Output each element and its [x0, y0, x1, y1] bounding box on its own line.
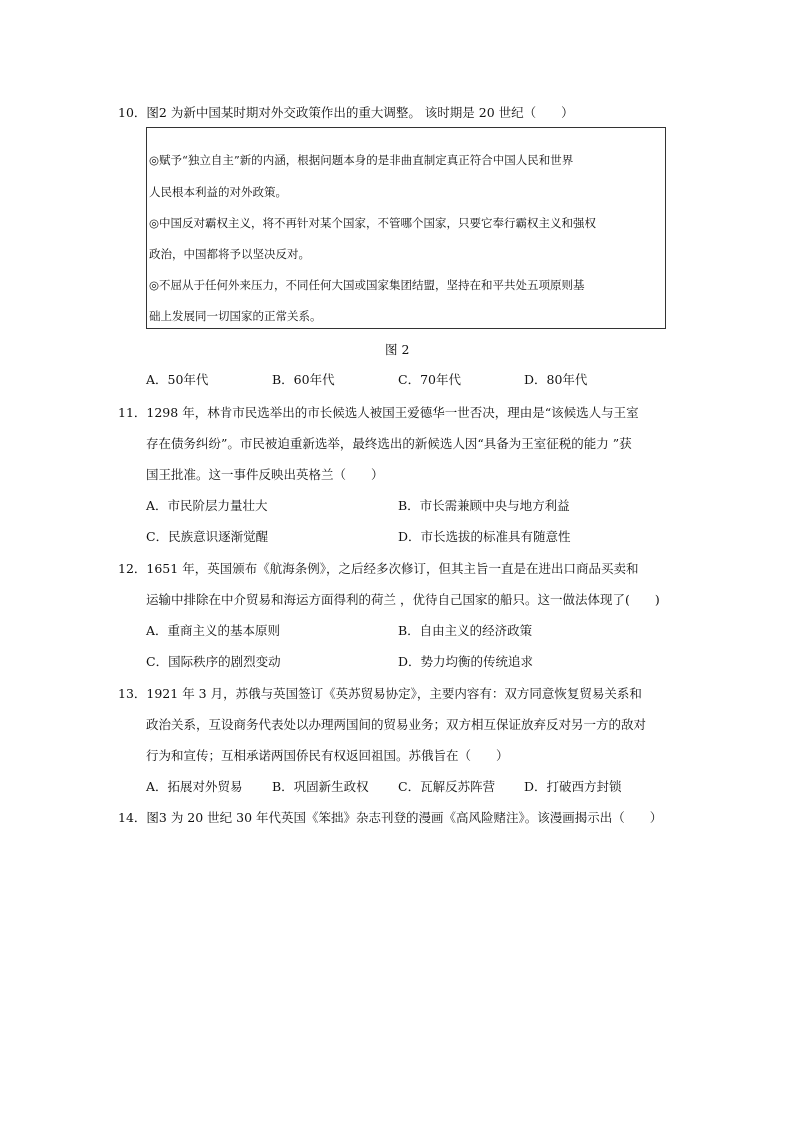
q11-option-d[interactable]: D．市长选拔的标准具有随意性 — [398, 529, 571, 544]
q11-option-c[interactable]: C．民族意识逐渐觉醒 — [146, 529, 269, 544]
q12-option-a[interactable]: A．重商主义的基本原则 — [146, 623, 281, 638]
q13-option-a[interactable]: A．拓展对外贸易 — [146, 779, 243, 794]
q10-quote-line: 人民根本利益的对外政策。 — [149, 185, 287, 199]
q12-stem-line: 运输中排除在中介贸易和海运方面得利的荷兰 ，优待自己国家的船只。这一做法体现了( ) — [146, 592, 660, 607]
q10-option-d[interactable]: D．80年代 — [524, 372, 588, 387]
q10-quote-line: 础上发展同一切国家的正常关系。 — [149, 309, 322, 323]
q12-option-c[interactable]: C．国际秩序的剧烈变动 — [146, 654, 281, 669]
q10-option-c[interactable]: C．70年代 — [398, 372, 461, 387]
q11-option-b[interactable]: B．市长需兼顾中央与地方利益 — [398, 498, 570, 513]
q13-option-d[interactable]: D．打破西方封锁 — [524, 779, 622, 794]
q10-quote-line: ◎不屈从于任何外来压力，不同任何大国或国家集团结盟，坚持在和平共处五项原则基 — [149, 278, 585, 292]
q12-stem-line: 12．1651 年，英国颁布《航海条例》，之后经多次修订，但其主旨一直是在进出口商品买卖和 — [118, 561, 639, 576]
q14-stem: 14．图3 为 20 世纪 30 年代英国《笨拙》杂志刊登的漫画《高风险赌注》。该漫画揭示出（ ） — [118, 810, 663, 825]
q13-stem-line: 政治关系，互设商务代表处以办理两国间的贸易业务；双方相互保证放弃反对另一方的敌对 — [146, 717, 647, 732]
q13-stem-line: 行为和宣传；互相承诺两国侨民有权返回祖国。苏俄旨在（ ） — [146, 748, 509, 763]
q13-stem-line: 13．1921 年 3 月，苏俄与英国签订《英苏贸易协定》，主要内容有：双方同意恢复贸易关系和 — [118, 686, 642, 701]
q13-option-b[interactable]: B．巩固新生政权 — [272, 779, 369, 794]
q12-option-d[interactable]: D．势力均衡的传统追求 — [398, 654, 534, 669]
figure-caption: 图 2 — [385, 342, 410, 357]
q11-stem-line: 11．1298 年，林肯市民选举出的市长候选人被国王爱德华一世否决，理由是“该候选人与王室 — [118, 405, 639, 420]
q11-option-a[interactable]: A．市民阶层力量壮大 — [146, 498, 268, 513]
q10-option-b[interactable]: B．60年代 — [272, 372, 335, 387]
q10-quote-line: ◎赋予“独立自主”新的内涵，根据问题本身的是非曲直制定真正符合中国人民和世界 — [149, 153, 574, 167]
q11-stem-line: 存在债务纠纷”。市民被迫重新选举，最终选出的新候选人因“具备为王室征税的能力 ”获 — [146, 436, 632, 451]
q10-quote-line: 政治，中国都将予以坚决反对。 — [149, 247, 310, 261]
q10-quote-line: ◎中国反对霸权主义，将不再针对某个国家，不管哪个国家，只要它奉行霸权主义和强权 — [149, 216, 597, 230]
q11-stem-line: 国王批准。这一事件反映出英格兰（ ） — [146, 467, 384, 482]
q10-quote-box — [146, 127, 666, 329]
q12-option-b[interactable]: B．自由主义的经济政策 — [398, 623, 533, 638]
q13-option-c[interactable]: C．瓦解反苏阵营 — [398, 779, 496, 794]
q10-option-a[interactable]: A．50年代 — [146, 372, 209, 387]
q10-stem: 10．图2 为新中国某时期对外交政策作出的重大调整。 该时期是 20 世纪（ ） — [118, 105, 574, 120]
